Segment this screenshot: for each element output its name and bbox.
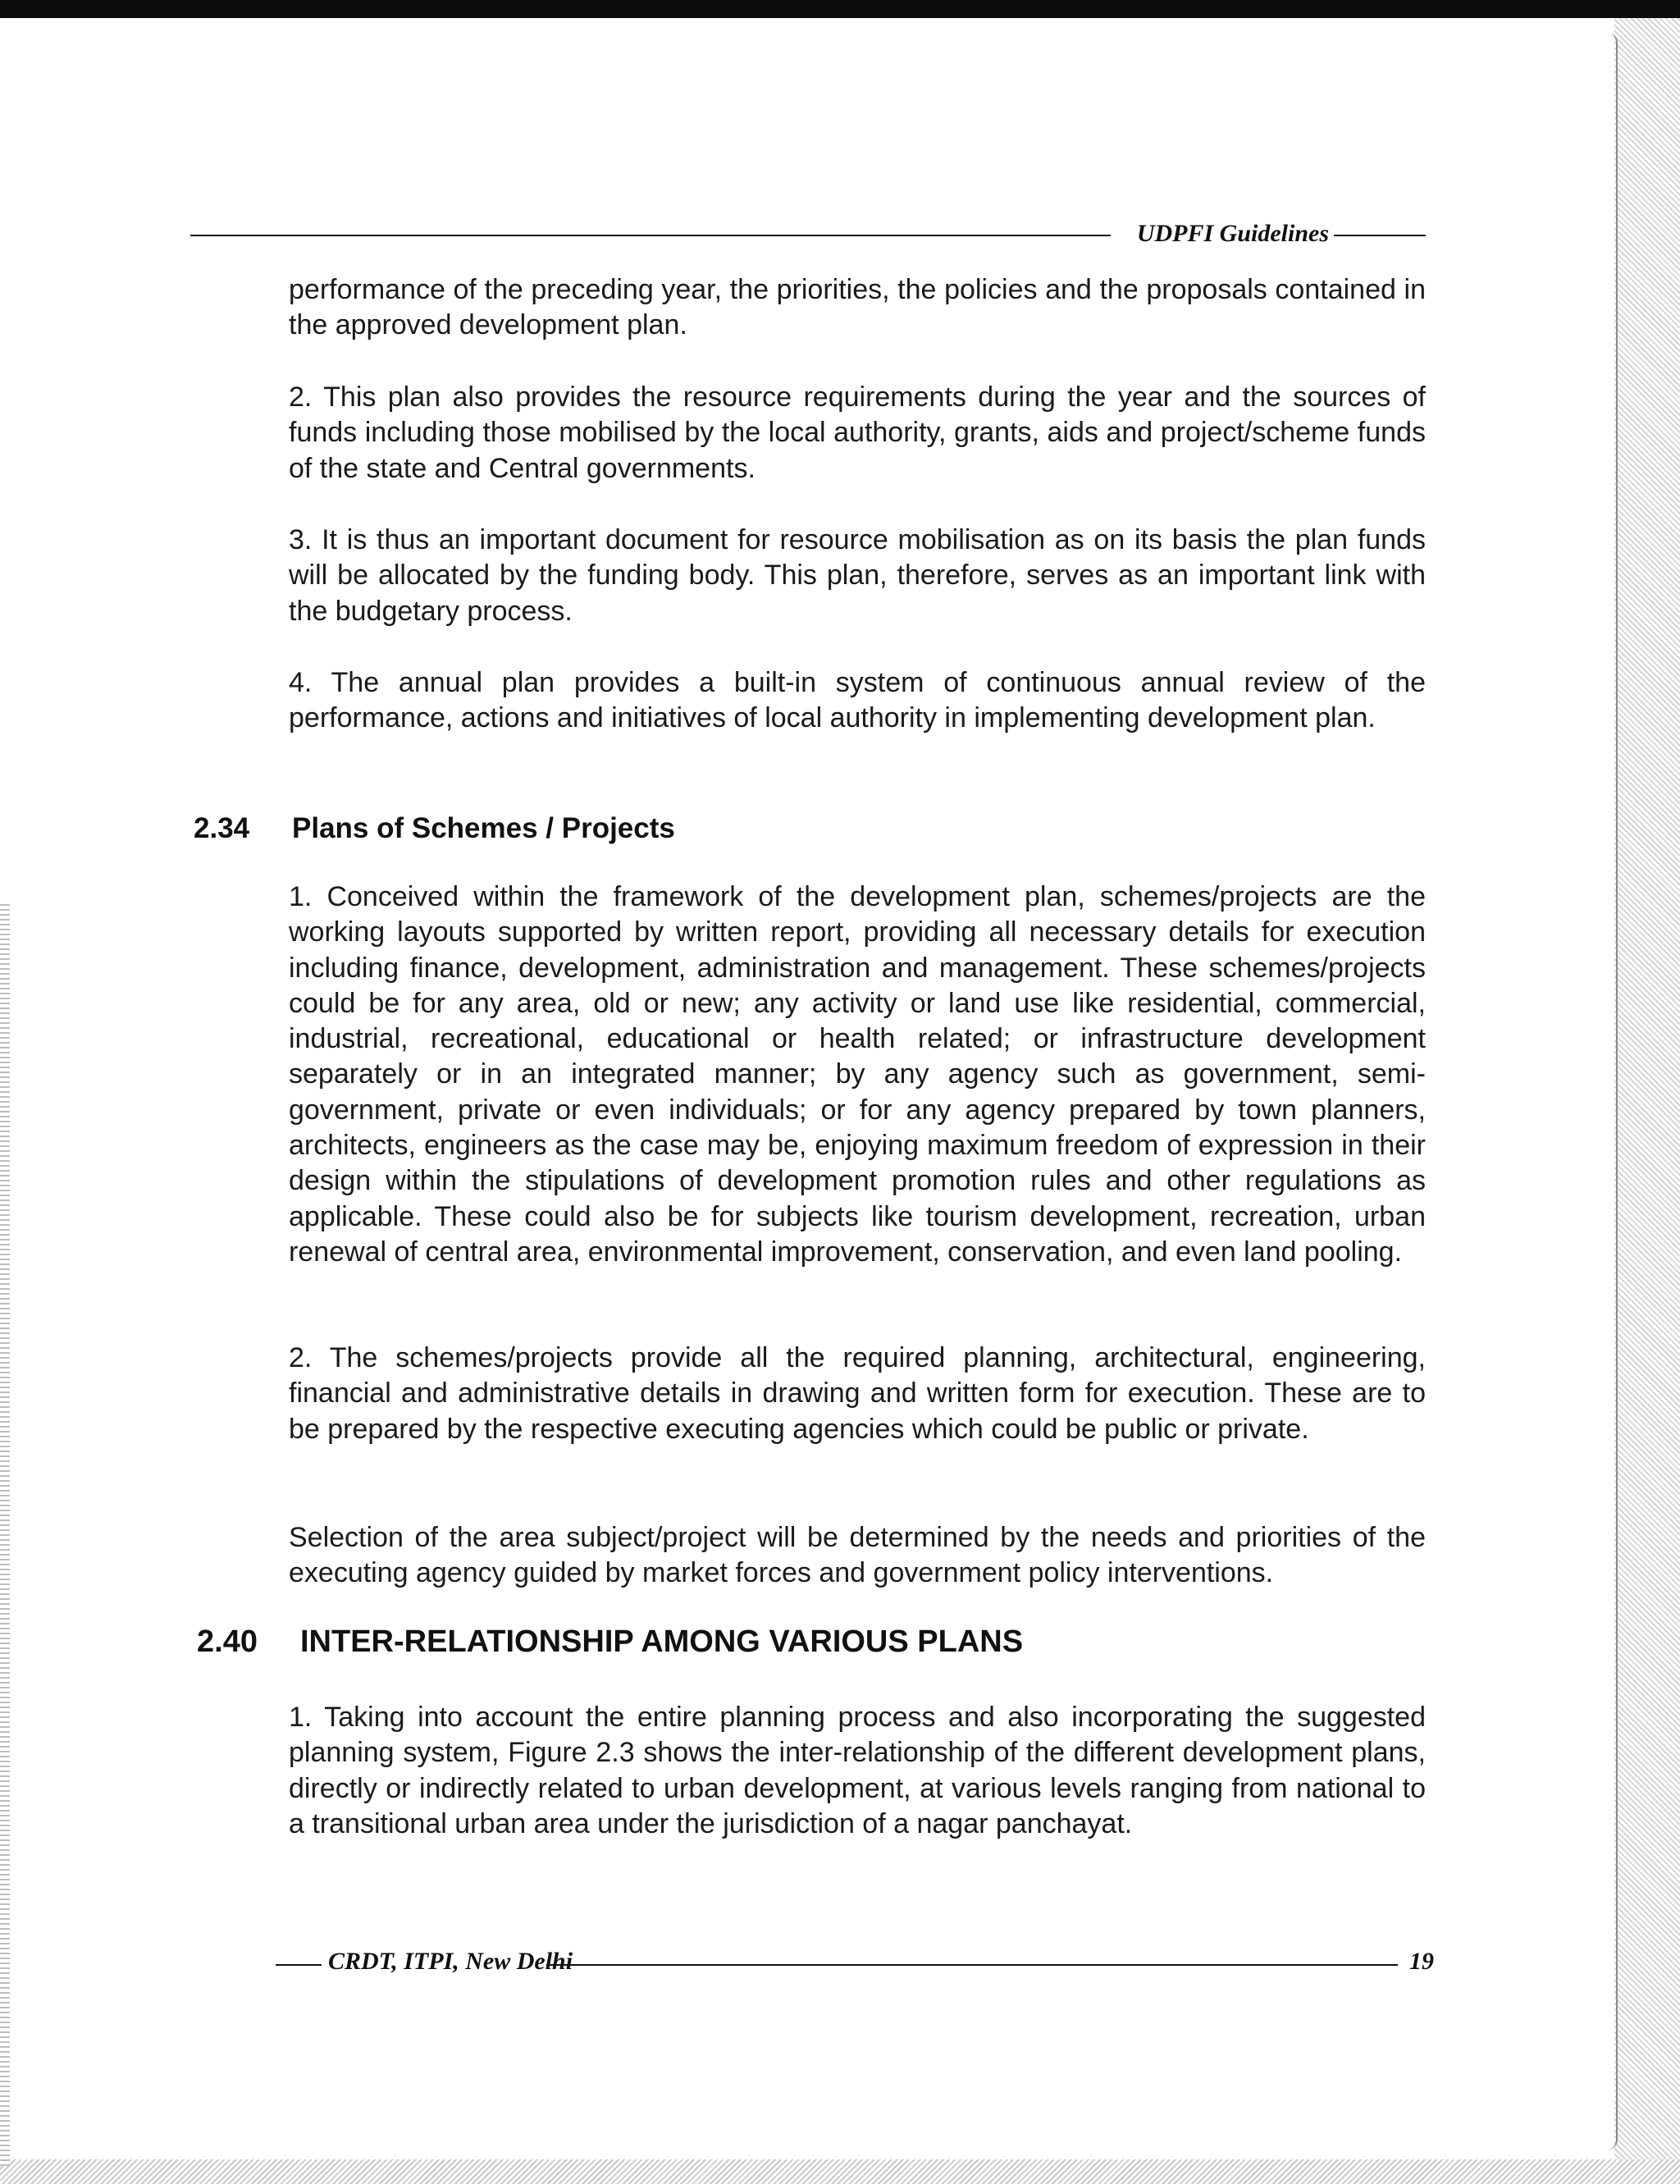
running-header — [190, 220, 1426, 253]
scan-bottom-edge — [0, 2159, 1680, 2184]
intro-paragraph-3: 3. It is thus an important document for resource mobilisation as on its basis the plan funds will be allocated by the funding body. This plan, therefore, serves as an important link with the budgetary process. — [289, 524, 1426, 627]
footer-rule — [276, 1964, 322, 1966]
footer-organization: CRDT, ITPI, New Delhi — [328, 1948, 573, 1975]
header-title: UDPFI Guidelines — [1136, 220, 1329, 247]
section-title: INTER-RELATIONSHIP AMONG VARIOUS PLANS — [300, 1624, 1024, 1659]
page-curl-edge — [1608, 33, 1618, 2150]
scan-top-border — [0, 0, 1680, 18]
section-number: 2.40 — [197, 1624, 258, 1659]
intro-paragraph-4: 4. The annual plan provides a built-in system of continuous annual review of the performance, actions and initiatives of local authority in implementing development plan. — [289, 667, 1426, 734]
section-paragraph-3: Selection of the area subject/project will be determined by the needs and priorities of the executing agency guided by market forces and government policy interventions. — [289, 1522, 1426, 1589]
page-number: 19 — [1409, 1948, 1434, 1975]
running-footer — [276, 1948, 1440, 1981]
section-number: 2.34 — [194, 812, 250, 844]
section-paragraph-2: 2. The schemes/projects provide all the required planning, architectural, engineering, financial and administrative details in drawing and written form for execution. These are to be prepared by the respective executing agencies which could be public or private. — [289, 1342, 1426, 1445]
intro-paragraph-continued: performance of the preceding year, the priorities, the policies and the proposals contained in the approved development plan. — [289, 274, 1426, 341]
scan-left-edge — [0, 902, 10, 2166]
section-title: Plans of Schemes / Projects — [292, 812, 675, 844]
section-paragraph-1: 1. Taking into account the entire planning process and also incorporating the suggested planning system, Figure 2.3 shows the inter-relationship of the different development plans, directly or indirectly related to urban development, at various levels ranging from national to a transitional urban area under the jurisdiction of a nagar panchayat. — [289, 1702, 1426, 1839]
header-rule — [190, 235, 1111, 236]
footer-rule — [546, 1964, 1398, 1966]
intro-paragraph-2: 2. This plan also provides the resource requirements during the year and the sources of funds including those mobilised by the local authority, grants, aids and project/scheme funds of the state and Central governments. — [289, 382, 1426, 484]
scan-right-edge — [1614, 18, 1680, 2184]
section-paragraph-1: 1. Conceived within the framework of the development plan, schemes/projects are the working layouts supported by written report, providing all necessary details for execution including finance, development, administration and management. These schemes/projects could be for any area, old or new; any activity or land use like residential, commercial, industrial, recreational, educational or health related; or infrastructure development separately or in an integrated manner; by any agency such as government, semi-government, private or even individuals; or for any agency prepared by town planners, architects, engineers as the case may be, enjoying maximum freedom of expression in their design within the stipulations of development promotion rules and other regulations as applicable. These could also be for subjects like tourism development, recreation, urban renewal of central area, environmental improvement, conservation, and even land pooling. — [289, 881, 1426, 1268]
header-rule — [1334, 235, 1426, 236]
